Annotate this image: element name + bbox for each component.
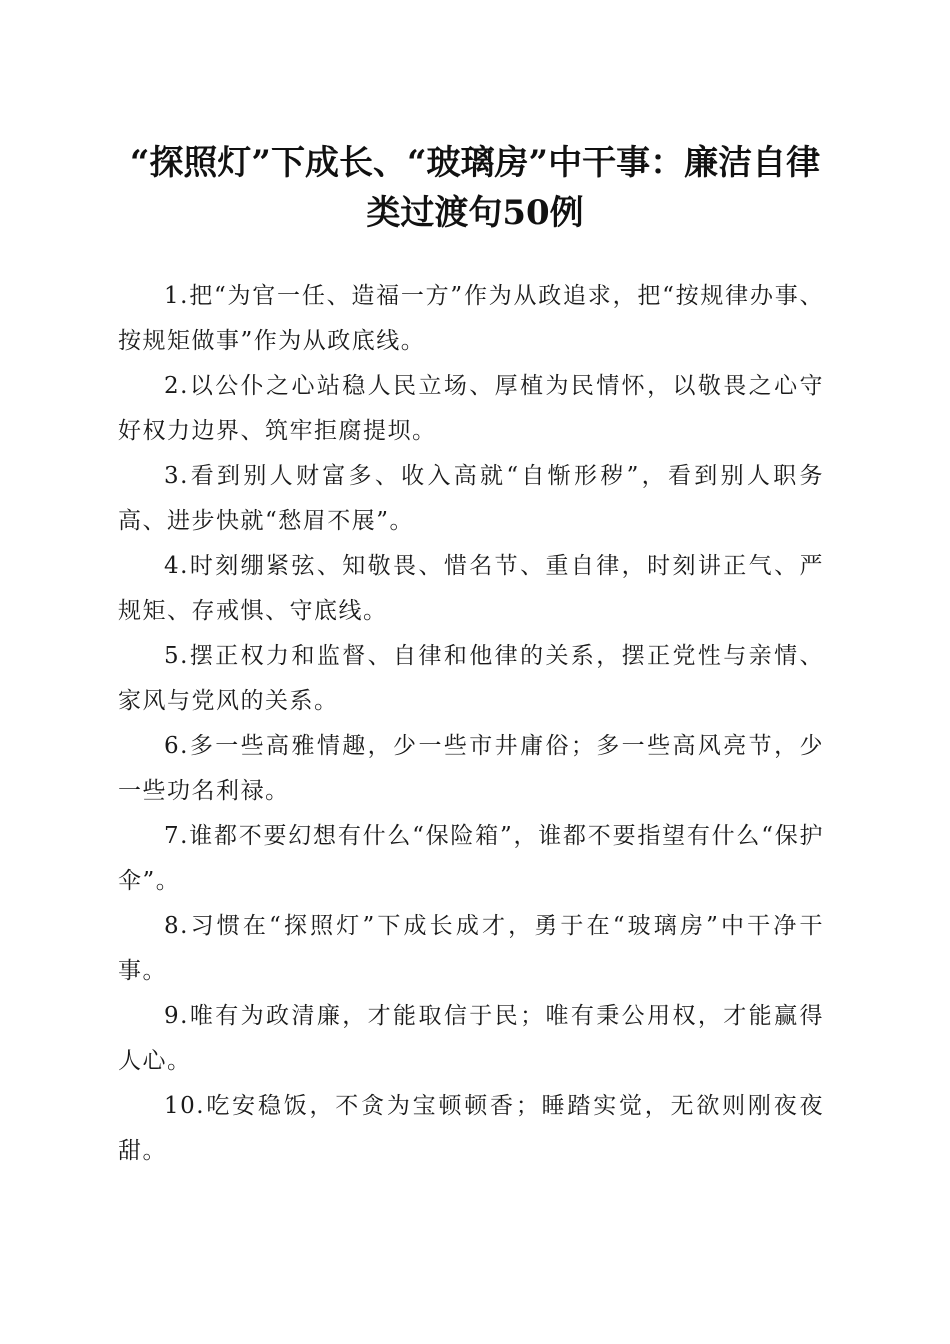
paragraph-3: 3.看到别人财富多、收入高就“自惭形秽”，看到别人职务高、进步快就“愁眉不展”。 xyxy=(118,463,824,534)
document-body xyxy=(118,274,824,1174)
paragraph-4: 4.时刻绷紧弦、知敬畏、惜名节、重自律，时刻讲正气、严规矩、存戒惧、守底线。 xyxy=(118,553,824,624)
paragraph-7: 7.谁都不要幻想有什么“保险箱”，谁都不要指望有什么“保护伞”。 xyxy=(118,823,824,894)
paragraph-9: 9.唯有为政清廉，才能取信于民；唯有秉公用权，才能赢得人心。 xyxy=(118,1003,824,1074)
document-title: “探照灯”下成长、“玻璃房”中干事：廉洁自律类过渡句50例 xyxy=(129,143,821,233)
paragraph-6: 6.多一些高雅情趣，少一些市井庸俗；多一些高风亮节，少一些功名利禄。 xyxy=(118,733,824,804)
paragraph-8: 8.习惯在“探照灯”下成长成才，勇于在“玻璃房”中干净干事。 xyxy=(118,913,824,984)
paragraph-2: 2.以公仆之心站稳人民立场、厚植为民情怀，以敬畏之心守好权力边界、筑牢拒腐提坝。 xyxy=(118,373,824,444)
paragraph-1: 1.把“为官一任、造福一方”作为从政追求，把“按规律办事、按规矩做事”作为从政底线。 xyxy=(118,283,824,354)
paragraph-10: 10.吃安稳饭，不贪为宝顿顿香；睡踏实觉，无欲则刚夜夜甜。 xyxy=(118,1093,824,1164)
paragraph-5: 5.摆正权力和监督、自律和他律的关系，摆正党性与亲情、家风与党风的关系。 xyxy=(118,643,824,714)
